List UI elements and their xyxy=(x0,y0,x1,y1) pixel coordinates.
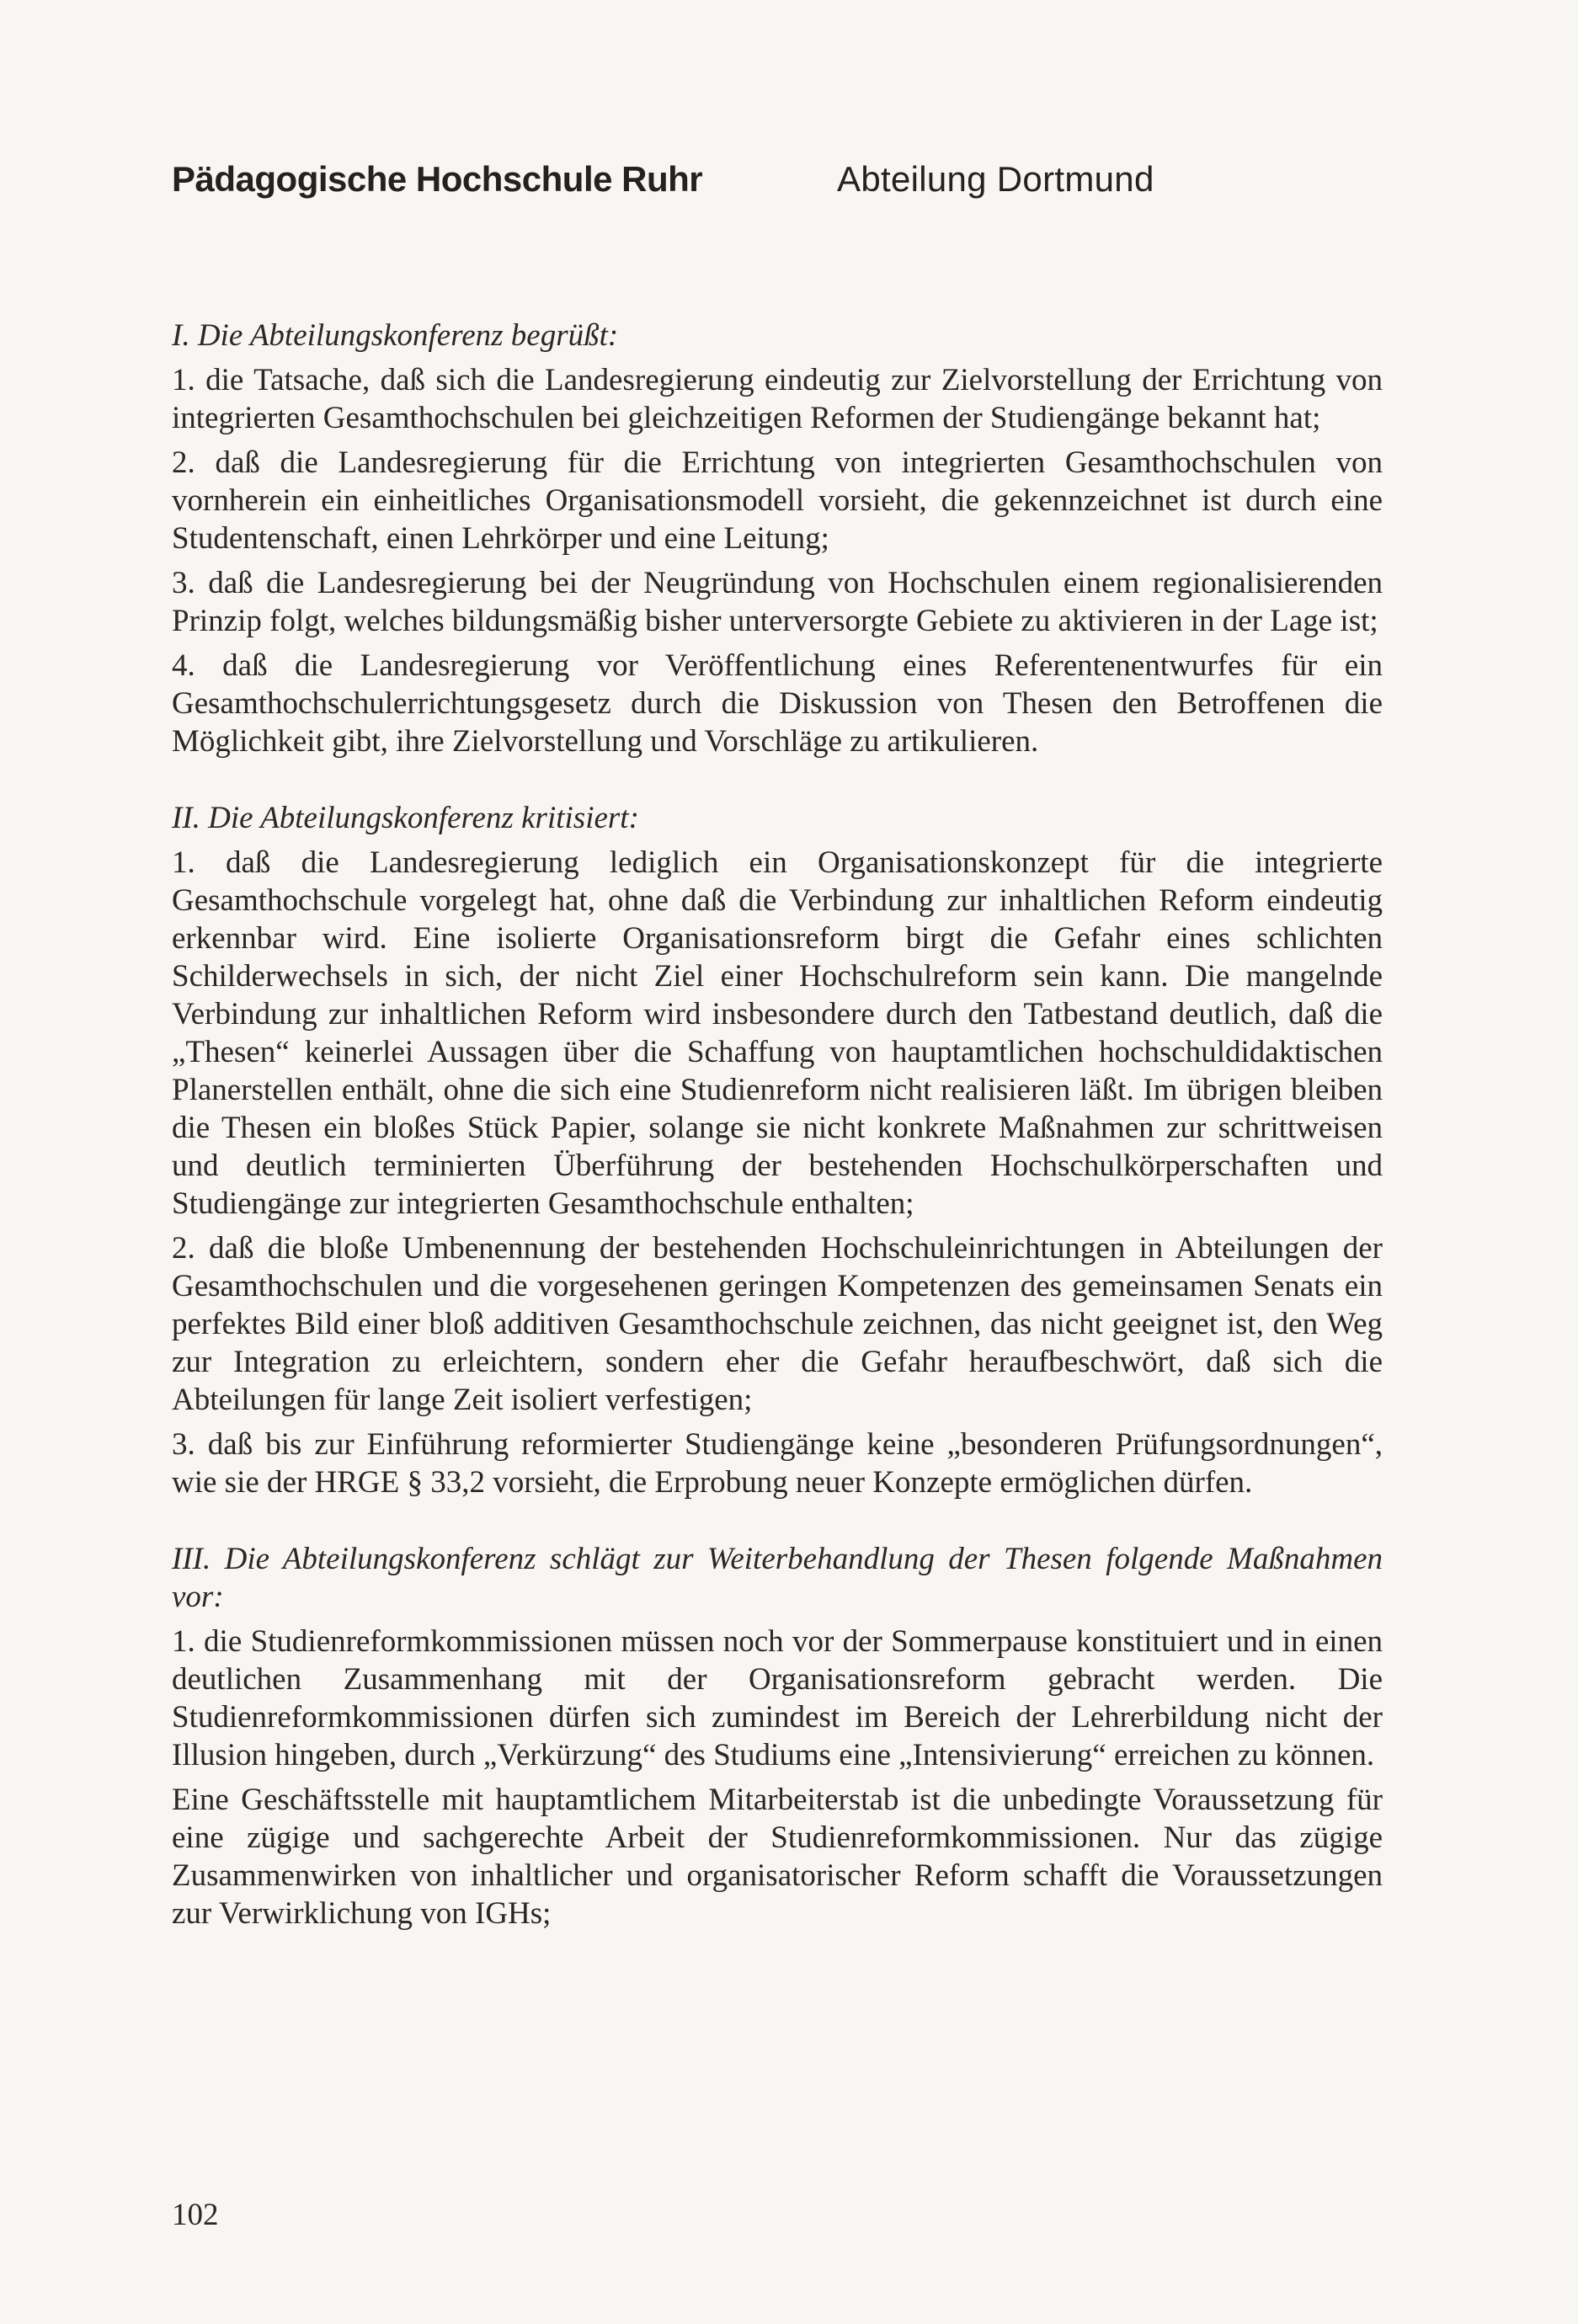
page-number: 102 xyxy=(172,2198,219,2232)
paragraph-item: 1. daß die Landesregierung lediglich ein Organisationskonzept für die integrierte Gesamthochschule vorgelegt hat, ohne daß die Verbindung zur inhaltlichen Reform eindeutig erkennbar wird. Eine isolierte Organisationsreform birgt die Gefahr eines schlichten Schilderwechsels in sich, der nicht Ziel einer Hochschulreform sein kann. Die mangelnde Verbindung zur inhaltlichen Reform wird insbesondere durch den Tatbestand deutlich, daß die „Thesen“ keinerlei Aussagen über die Schaffung von hauptamtlichen hochschuldidaktischen Planerstellen enthält, ohne die sich eine Studienreform nicht realisieren läßt. Im übrigen bleiben die Thesen ein bloßes Stück Papier, solange sie nicht konkrete Maßnahmen zur schrittweisen und deutlich terminierten Überführung der bestehenden Hochschulkörperschaften und Studiengänge zur integrierten Gesamthochschule enthalten; xyxy=(172,845,1383,1221)
paragraph-item: 1. die Tatsache, daß sich die Landesregierung eindeutig zur Zielvorstellung der Errichtung von integrierten Gesamthochschulen bei gleichzeitigen Reformen der Studiengänge bekannt hat; xyxy=(172,363,1383,435)
paragraph-item: 3. daß bis zur Einführung reformierter Studiengänge keine „besonderen Prüfungsordnungen“, wie sie der HRGE § 33,2 vorsieht, die Erprobung neuer Konzepte ermöglichen dürfen. xyxy=(172,1427,1383,1500)
section-title-3: III. Die Abteilungskonferenz schlägt zur Weiterbehandlung der Thesen folgende Maßnahmen vor: xyxy=(172,1542,1383,1614)
paragraph-item: 3. daß die Landesregierung bei der Neugründung von Hochschulen einem regionalisierenden Prinzip folgt, welches bildungsmäßig bisher unterversorgte Gebiete zu aktivieren in der Lage ist; xyxy=(172,566,1383,638)
institution-name: Pädagogische Hochschule Ruhr xyxy=(172,159,703,199)
paragraph-item: 1. die Studienreformkommissionen müssen noch vor der Sommerpause konstituiert und in einen deutlichen Zusammenhang mit der Organisationsreform gebracht werden. Die Studienreformkommissionen dürfen sich zumindest im Bereich der Lehrerbildung nicht der Illusion hingeben, durch „Verkürzung“ des Studiums eine „Intensivierung“ erreichen zu können. xyxy=(172,1624,1383,1772)
paragraph-item: 4. daß die Landesregierung vor Veröffentlichung eines Referentenentwurfes für ein Gesamthochschulerrichtungsgesetz durch die Diskussion von Thesen den Betroffenen die Möglichkeit gibt, ihre Zielvorstellung und Vorschläge zu artikulieren. xyxy=(172,648,1383,759)
department-name: Abteilung Dortmund xyxy=(837,159,1154,199)
paragraph-continuation: Eine Geschäftsstelle mit hauptamtlichem Mitarbeiterstab ist die unbedingte Voraussetzung für eine zügige und sachgerechte Arbeit der Studienreformkommissionen. Nur das zügige Zusammenwirken von inhaltlicher und organisatorischer Reform schafft die Voraussetzungen zur Verwirklichung von IGHs; xyxy=(172,1783,1383,1931)
paragraph-item: 2. daß die Landesregierung für die Errichtung von integrierten Gesamthochschulen von vornherein ein einheitliches Organisationsmodell vorsieht, die gekennzeichnet ist durch eine Studentenschaft, einen Lehrkörper und eine Leitung; xyxy=(172,445,1383,556)
document-body xyxy=(172,317,1383,1939)
paragraph-item: 2. daß die bloße Umbenennung der bestehenden Hochschuleinrichtungen in Abteilungen der Gesamthochschulen und die vorgesehenen geringen Kompetenzen des gemeinsamen Senats ein perfektes Bild einer bloß additiven Gesamthochschule zeichnen, das nicht geeignet ist, den Weg zur Integration zu erleichtern, sondern eher die Gefahr heraufbeschwört, daß sich die Abteilungen für lange Zeit isoliert verfestigen; xyxy=(172,1231,1383,1417)
section-title-2: II. Die Abteilungskonferenz kritisiert: xyxy=(172,801,639,835)
section-title-1: I. Die Abteilungskonferenz begrüßt: xyxy=(172,318,619,353)
